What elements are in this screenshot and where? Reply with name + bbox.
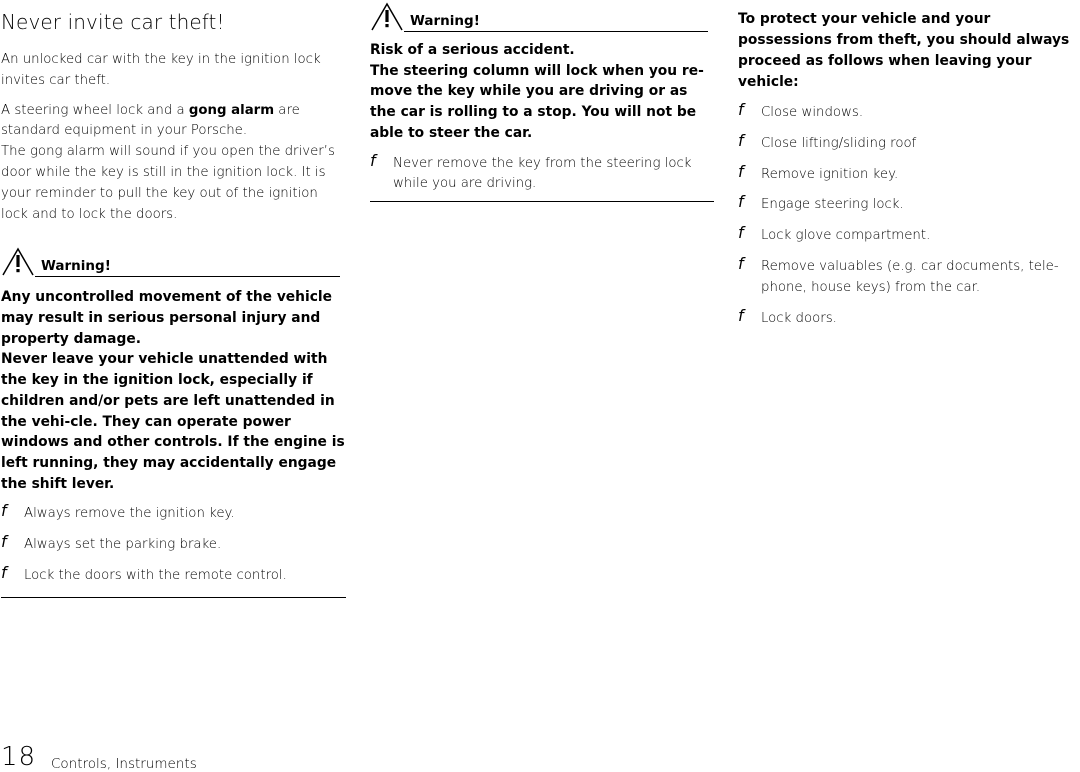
intro-paragraph: An unlocked car with the key in the ignition lock invites car theft. <box>1 52 321 88</box>
bullet-marker: f <box>738 100 744 119</box>
list-item: f Engage steering lock. <box>738 192 904 213</box>
warning-triangle-icon <box>1 246 37 276</box>
bullet-marker: f <box>1 532 7 552</box>
warning-rule <box>35 276 340 278</box>
gong-alarm-term: gong alarm <box>188 102 275 118</box>
warning-label: Warning! <box>410 13 480 29</box>
warning-end-rule <box>370 201 714 202</box>
list-item: f Always set the parking brake. <box>1 532 222 553</box>
bullet-marker: f <box>738 130 744 150</box>
warning-text: Risk of a serious accident. The steering column will lock when you re-move the key while you are driving or as the car is rolling to a stop. You will not be able to steer the car. <box>370 42 704 141</box>
bullet-marker: f <box>1 563 7 582</box>
bullet-marker: f <box>738 161 744 181</box>
list-item: f Never remove the key from the steering lock while you are driving. <box>370 150 692 192</box>
page-title: Never invite car theft! <box>1 10 225 34</box>
bullet-marker: f <box>738 192 744 212</box>
list-item: f Close windows. <box>738 100 864 120</box>
column-3 <box>738 0 1080 339</box>
list-item: f Remove ignition key. <box>738 161 899 182</box>
checklist-intro: To protect your vehicle and your possessions from theft, you should always proceed as follows when leaving your vehicle: <box>738 11 1070 90</box>
page-number: 18 <box>1 742 37 772</box>
warning-rule <box>404 31 708 33</box>
list-item: f Lock glove compartment. <box>738 223 931 244</box>
list-item: f Lock doors. <box>738 305 837 326</box>
bullet-marker: f <box>1 501 7 521</box>
gong-alarm-paragraph: The gong alarm will sound if you open the driver’s door while the key is still in the ignition lock. It is your reminder to pull the key out of the ignition lock and to lock the doors. <box>1 144 335 222</box>
list-item: f Remove valuables (e.g. car documents, tele-phone, house keys) from the car. <box>738 253 1059 295</box>
warning-block-1 <box>1 245 346 597</box>
theft-checklist <box>738 100 1080 329</box>
warning-bullet-list <box>370 150 714 196</box>
warning-triangle-icon <box>370 1 406 31</box>
warning-text: Any uncontrolled movement of the vehicle may result in serious personal injury and property damage. Never leave your vehicle unattended with the key in the ignition lock, especially if children and/or pets are left unattended in the vehi-cle. They can operate power windows and other controls. If the engine is left running, they may accidentally engage the shift lever. <box>1 289 345 492</box>
warning-block-2 <box>370 0 714 202</box>
column-2 <box>370 0 714 202</box>
bullet-marker: f <box>738 253 744 273</box>
warning-header <box>370 0 714 32</box>
bullet-marker: f <box>738 305 744 325</box>
list-item: f Close lifting/sliding roof <box>738 130 917 151</box>
warning-header <box>1 245 346 277</box>
bullet-marker: f <box>370 150 376 170</box>
column-1 <box>1 0 346 598</box>
warning-bullet-list <box>1 501 346 586</box>
section-name: Controls, Instruments <box>51 756 197 772</box>
list-item: f Always remove the ignition key. <box>1 501 235 522</box>
bullet-marker: f <box>738 223 744 243</box>
warning-end-rule <box>1 597 346 598</box>
equipment-paragraph: A steering wheel lock and a gong alarm are standard equipment in your Porsche. The gong alarm will sound if you open the driver’s door while the key is still in the ignition lock. It is your reminder to pull the key out of the ignition lock and to lock the doors. <box>1 102 335 222</box>
warning-label: Warning! <box>41 258 111 275</box>
list-item: f Lock the doors with the remote control. <box>1 563 287 583</box>
